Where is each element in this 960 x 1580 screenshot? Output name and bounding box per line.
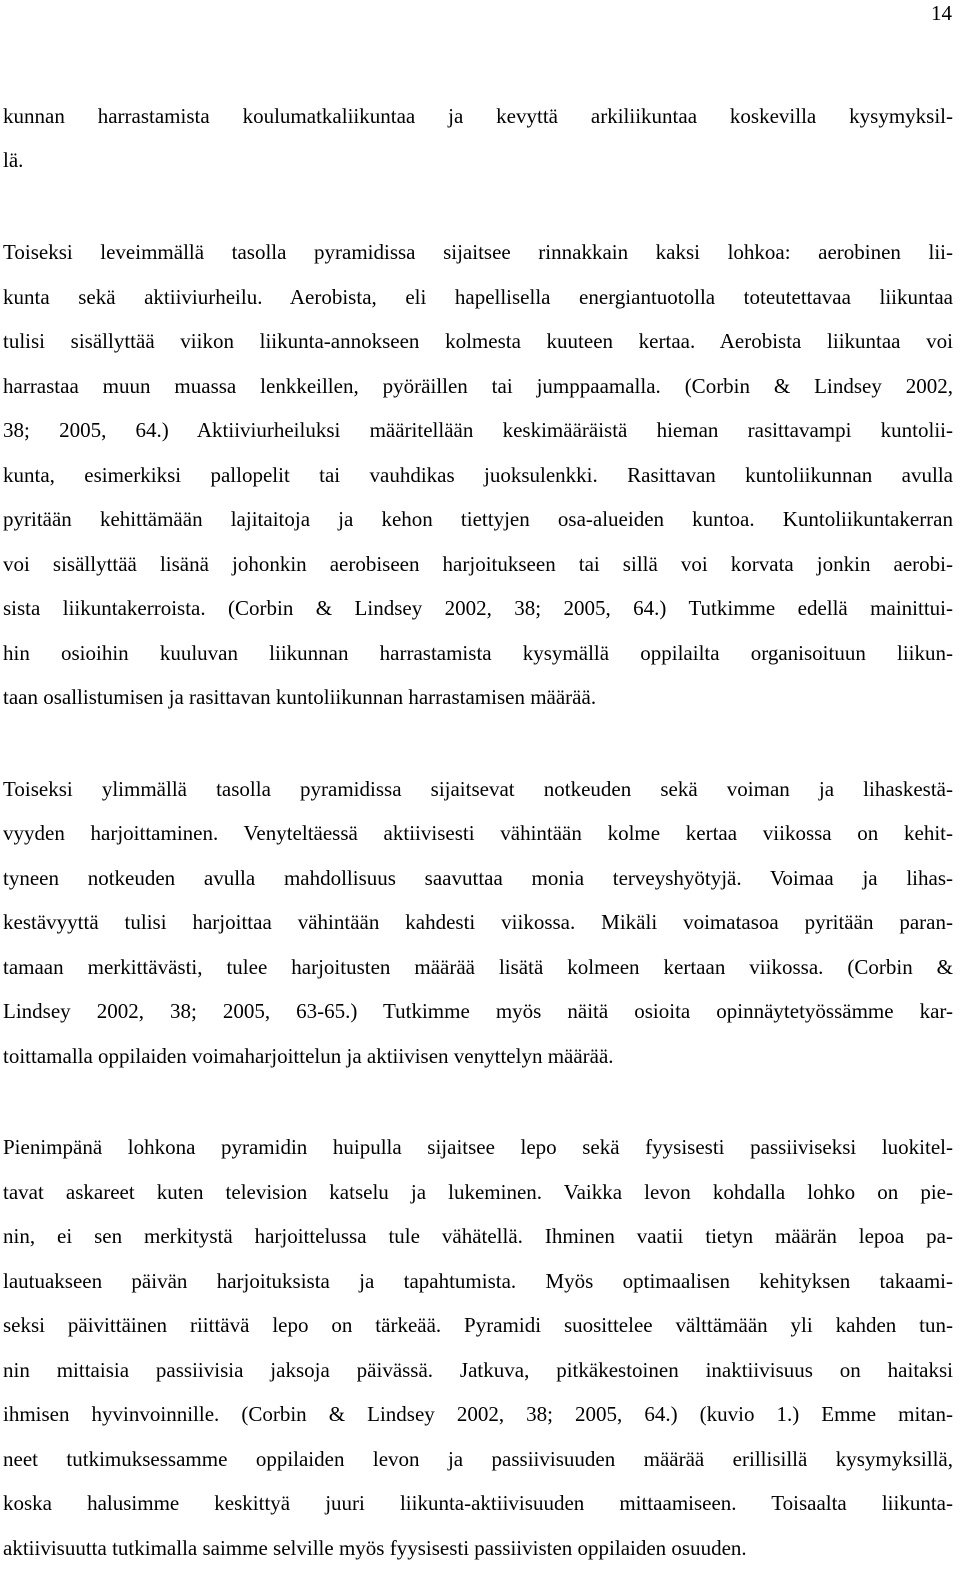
text-line: koska halusimme keskittyä juuri liikunta-aktiivisuuden mittaamiseen. Toisaalta liikunta- [3,1491,953,1515]
text-line: Lindsey 2002, 38; 2005, 63-65.) Tutkimme myös näitä osioita opinnäytetyössämme kar- [3,999,953,1023]
text-line: seksi päivittäinen riittävä lepo on tärkeää. Pyramidi suosittelee välttämään yli kahden tun- [3,1313,953,1337]
text-line: neet tutkimuksessamme oppilaiden levon ja passiivisuuden määrää erillisillä kysymyksillä, [3,1447,953,1471]
text-line: Toiseksi leveimmällä tasolla pyramidissa sijaitsee rinnakkain kaksi lohkoa: aerobinen lii- [3,240,953,264]
text-line: kunnan harrastamista koulumatkaliikuntaa ja kevyttä arkiliikuntaa koskevilla kysymyksil- [3,104,953,128]
text-line: tulisi sisällyttää viikon liikunta-annokseen kolmesta kuuteen kertaa. Aerobista liikuntaa voi [3,329,953,353]
page-number: 14 [931,1,952,25]
text-line: lä. [3,148,24,172]
text-line: tavat askareet kuten television katselu ja lukeminen. Vaikka levon kohdalla lohko on pie- [3,1180,953,1204]
text-line: pyritään kehittämään lajitaitoja ja kehon tiettyjen osa-alueiden kuntoa. Kuntoliikuntakerran [3,507,953,531]
text-line: lautuakseen päivän harjoituksista ja tapahtumista. Myös optimaalisen kehityksen takaami- [3,1269,953,1293]
text-line: 38; 2005, 64.) Aktiiviurheiluksi määritellään keskimääräistä hieman rasittavampi kuntolii- [3,418,953,442]
text-line: nin, ei sen merkitystä harjoittelussa tule vähätellä. Ihminen vaatii tietyn määrän lepoa pa- [3,1224,953,1248]
text-line: Toiseksi ylimmällä tasolla pyramidissa sijaitsevat notkeuden sekä voiman ja lihaskestä- [3,777,953,801]
text-line: tyneen notkeuden avulla mahdollisuus saavuttaa monia terveyshyötyjä. Voimaa ja lihas- [3,866,953,890]
text-line: voi sisällyttää lisänä johonkin aerobiseen harjoitukseen tai sillä voi korvata jonkin aerobi- [3,552,953,576]
text-line: aktiivisuutta tutkimalla saimme selville myös fyysisesti passiivisten oppilaiden osuuden. [3,1536,747,1560]
text-line: Pienimpänä lohkona pyramidin huipulla sijaitsee lepo sekä fyysisesti passiiviseksi luokitel- [3,1135,953,1159]
text-line: kunta, esimerkiksi pallopelit tai vauhdikas juoksulenkki. Rasittavan kuntoliikunnan avulla [3,463,953,487]
text-line: kestävyyttä tulisi harjoittaa vähintään kahdesti viikossa. Mikäli voimatasoa pyritään paran- [3,910,953,934]
text-line: sista liikuntakerroista. (Corbin & Lindsey 2002, 38; 2005, 64.) Tutkimme edellä mainittui- [3,596,953,620]
text-line: toittamalla oppilaiden voimaharjoittelun ja aktiivisen venyttelyn määrää. [3,1044,614,1068]
text-line: kunta sekä aktiiviurheilu. Aerobista, eli hapellisella energiantuotolla toteutettavaa liikuntaa [3,285,953,309]
text-line: taan osallistumisen ja rasittavan kuntoliikunnan harrastamisen määrää. [3,685,597,709]
text-line: tamaan merkittävästi, tulee harjoitusten määrää lisätä kolmeen kertaan viikossa. (Corbin & [3,955,953,979]
text-line: vyyden harjoittaminen. Venyteltäessä aktiivisesti vähintään kolme kertaa viikossa on kehit- [3,821,953,845]
text-line: harrastaa muun muassa lenkkeillen, pyöräillen tai jumppaamalla. (Corbin & Lindsey 2002, [3,374,953,398]
text-line: ihmisen hyvinvoinnille. (Corbin & Lindsey 2002, 38; 2005, 64.) (kuvio 1.) Emme mitan- [3,1402,953,1426]
text-line: nin mittaisia passiivisia jaksoja päivässä. Jatkuva, pitkäkestoinen inaktiivisuus on haitaksi [3,1358,953,1382]
text-line: hin osioihin kuuluvan liikunnan harrastamista kysymällä oppilailta organisoituun liikun- [3,641,953,665]
